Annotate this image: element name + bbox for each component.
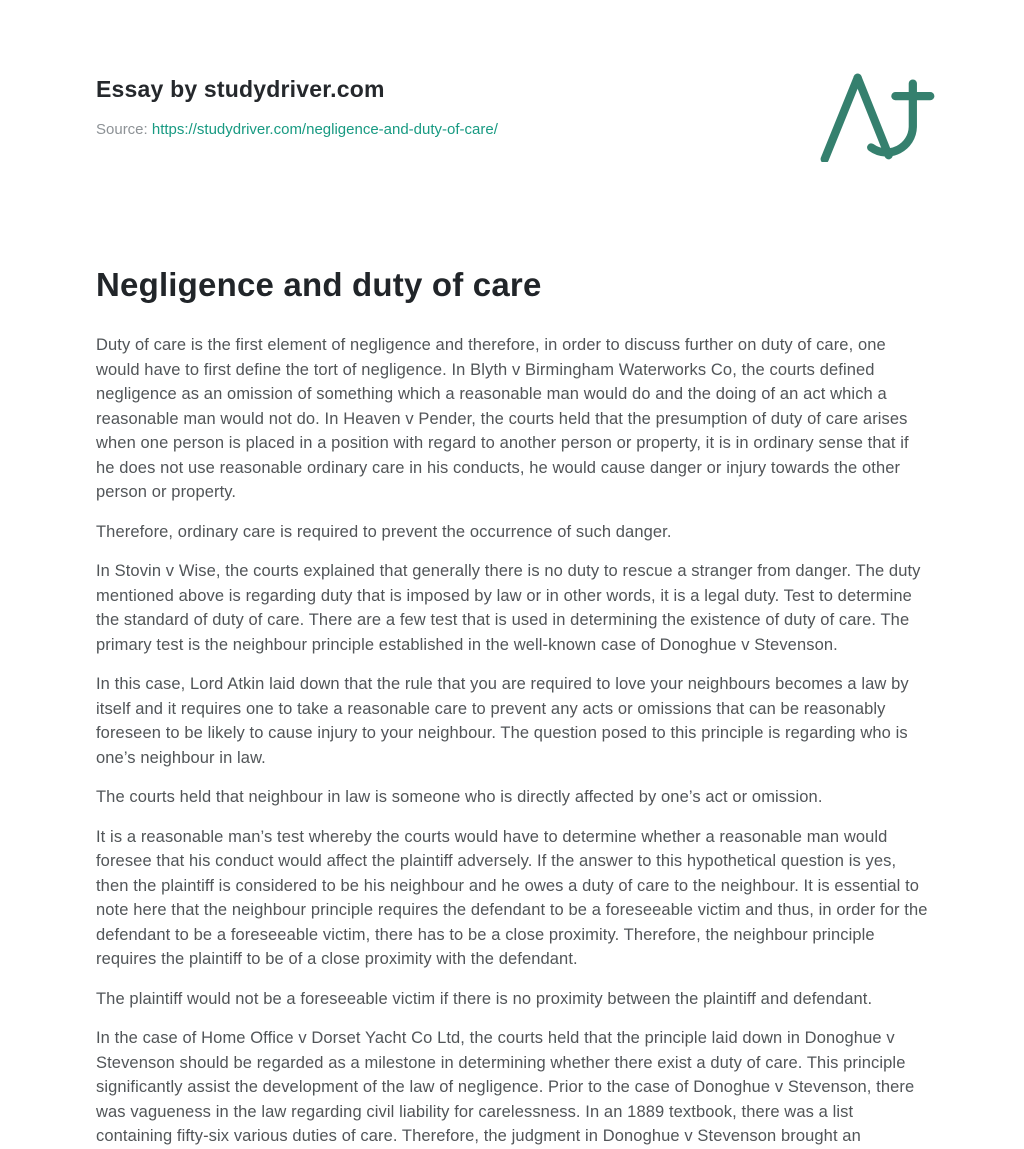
page-header xyxy=(96,76,928,162)
essay-paragraph: In the case of Home Office v Dorset Yacht Co Ltd, the courts held that the principle laid down in Donoghue v Stevenson should be regarded as a milestone in determining whether there exist a duty of care. This principle significantly assist the development of the law of negligence. Prior to the case of Donoghue v Stevenson, there was vagueness in the law regarding civil liability for carelessness. In an 1889 textbook, there was a list containing fifty-six various duties of care. Therefore, the judgment in Donoghue v Stevenson brought an xyxy=(96,1029,915,1145)
essay-paragraph: It is a reasonable man’s test whereby the courts would have to determine whether a reasonable man would foresee that his conduct would affect the plaintiff adversely. If the answer to this hypothetical question is yes, then the plaintiff is considered to be his neighbour and he owes a duty of care to the neighbour. It is essential to note here that the neighbour principle requires the defendant to be a foreseeable victim and thus, in order for the defendant to be a foreseeable victim, there has to be a close proximity. Therefore, the neighbour principle requires the plaintiff to be of a close proximity with the defendant. xyxy=(96,827,928,968)
essay-paragraph: In this case, Lord Atkin laid down that the rule that you are required to love your neighbours becomes a law by itself and it requires one to take a reasonable care to prevent any acts or omissions that can be reasonably foreseen to be likely to cause injury to your neighbour. The question posed to this principle is regarding who is one’s neighbour in law. xyxy=(96,675,909,767)
logo-monogram-icon xyxy=(818,70,936,162)
source-label: Source: xyxy=(96,121,148,138)
essay-body xyxy=(96,333,928,1149)
source-url-link[interactable]: https://studydriver.com/negligence-and-duty-of-care/ xyxy=(151,121,498,138)
source-line xyxy=(96,121,818,138)
essay-paragraph: Duty of care is the first element of negligence and therefore, in order to discuss further on duty of care, one would have to first define the tort of negligence. In Blyth v Birmingham Waterworks Co, the courts defined negligence as an omission of something which a reasonable man would do and the doing of an act which a reasonable man would not do. In Heaven v Pender, the courts held that the presumption of duty of care arises when one person is placed in a position with regard to another person or property, it is in ordinary sense that if he does not use reasonable ordinary care in his conducts, he would cause danger or injury towards the other person or property. xyxy=(96,336,909,501)
studydriver-logo-icon xyxy=(818,70,936,162)
essay-paragraph: Therefore, ordinary care is required to prevent the occurrence of such danger. xyxy=(96,522,672,541)
essay-title: Negligence and duty of care xyxy=(96,266,542,303)
essay-paragraph: The courts held that neighbour in law is someone who is directly affected by one’s act or omission. xyxy=(96,788,823,806)
essay-by-heading: Essay by studydriver.com xyxy=(96,76,385,102)
essay-paragraph: The plaintiff would not be a foreseeable victim if there is no proximity between the plaintiff and defendant. xyxy=(96,989,873,1008)
essay-paragraph: In Stovin v Wise, the courts explained that generally there is no duty to rescue a stranger from danger. The duty mentioned above is regarding duty that is imposed by law or in other words, it is a legal duty. Test to determine the standard of duty of care. There are a few test that is used in determining the existence of duty of care. The primary test is the neighbour principle established in the well-known case of Donoghue v Stevenson. xyxy=(96,562,921,654)
